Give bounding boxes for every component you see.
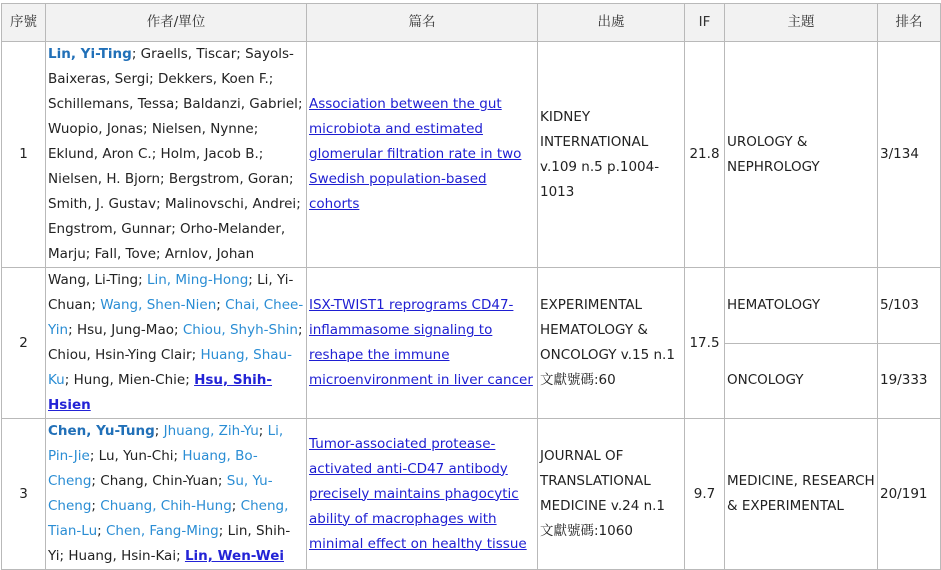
author[interactable]: Hsu, Shih-Hsien	[48, 372, 273, 413]
article-title-link[interactable]: Association between the gut microbiota and estimated glomerular filtration rate in two Swedish population-based cohorts	[309, 96, 522, 212]
author[interactable]: Li, Pin-Jie	[48, 423, 284, 464]
header-authors: 作者/單位	[46, 4, 307, 42]
table-header-row	[2, 4, 941, 42]
journal-citation: KIDNEY INTERNATIONAL v.109 n.5 p.1004-1013	[540, 108, 660, 200]
author: Wang, Li-Ting	[48, 272, 139, 288]
author: Arnlov, Johan	[164, 246, 255, 262]
article-title-cell	[307, 42, 538, 268]
impact-factor: 21.8	[685, 42, 725, 268]
table-row	[2, 268, 941, 344]
author: Nielsen, H. Bjorn	[48, 171, 161, 187]
author: Bergstrom, Goran	[168, 171, 290, 187]
author: Hung, Mien-Chie	[73, 372, 186, 388]
article-title-cell	[307, 268, 538, 419]
category-rank: 20/191	[878, 419, 941, 570]
author: Nielsen, Nynne	[151, 121, 254, 137]
header-no: 序號	[2, 4, 46, 42]
author: Lin, Shih-Yi	[48, 523, 291, 564]
source-cell	[538, 419, 685, 570]
author: Huang, Hsin-Kai	[68, 548, 177, 564]
author-list: Chen, Yu-Tung; Jhuang, Zih-Yu; Li, Pin-Jie; Lu, Yun-Chi; Huang, Bo-Cheng; Chang, Chin-Yuan; Su, Yu-Cheng; Chuang, Chih-Hung; Cheng, Tian-Lu; Chen, Fang-Ming; Lin, Shih-Yi; Huang, Hsin-Kai; Lin, Wen-Wei	[46, 419, 307, 570]
author: Chang, Chin-Yuan	[100, 473, 218, 489]
author[interactable]: Lin, Yi-Ting	[48, 46, 132, 62]
author[interactable]: Chen, Yu-Tung	[48, 423, 155, 439]
author-list: Wang, Li-Ting; Lin, Ming-Hong; Li, Yi-Chuan; Wang, Shen-Nien; Chai, Chee-Yin; Hsu, Jung-Mao; Chiou, Shyh-Shin; Chiou, Hsin-Ying Clair; Huang, Shau-Ku; Hung, Mien-Chie; Hsu, Shih-Hsien	[46, 268, 307, 419]
author[interactable]: Lin, Ming-Hong	[146, 272, 249, 288]
header-if: IF	[685, 4, 725, 42]
author: Holm, Jacob B.	[160, 146, 259, 162]
author: Schillemans, Tessa	[48, 96, 175, 112]
header-subject: 主題	[725, 4, 878, 42]
author[interactable]: Chai, Chee-Yin	[48, 297, 304, 338]
author: Dekkers, Koen F.	[157, 71, 269, 87]
journal-citation: JOURNAL OF TRANSLATIONAL MEDICINE v.24 n.1	[540, 448, 666, 514]
subject-category: ONCOLOGY	[725, 343, 878, 419]
author[interactable]: Chiou, Shyh-Shin	[182, 322, 298, 338]
article-number: 文獻號碼:1060	[540, 523, 633, 539]
publication-table	[1, 3, 941, 570]
article-title-cell	[307, 419, 538, 570]
row-number: 3	[2, 419, 46, 570]
subject-category: UROLOGY & NEPHROLOGY	[725, 42, 878, 268]
author: Malinovschi, Andrei	[164, 196, 297, 212]
author[interactable]: Cheng, Tian-Lu	[48, 498, 289, 539]
row-number: 1	[2, 42, 46, 268]
author[interactable]: Chen, Fang-Ming	[105, 523, 219, 539]
author[interactable]: Chuang, Chih-Hung	[100, 498, 232, 514]
author: Li, Yi-Chuan	[48, 272, 294, 313]
author: Smith, J. Gustav	[48, 196, 157, 212]
table-row	[2, 419, 941, 570]
header-title: 篇名	[307, 4, 538, 42]
author[interactable]: Su, Yu-Cheng	[48, 473, 273, 514]
row-number: 2	[2, 268, 46, 419]
impact-factor: 17.5	[685, 268, 725, 419]
source-cell	[538, 42, 685, 268]
article-title-link[interactable]: Tumor-associated protease-activated anti-CD47 antibody precisely maintains phagocytic ability of macrophages with minimal effect on healthy tissue	[309, 435, 527, 552]
author: Chiou, Hsin-Ying Clair	[48, 347, 192, 363]
author: Engstrom, Gunnar	[48, 221, 172, 237]
author: Hsu, Jung-Mao	[76, 322, 174, 338]
author[interactable]: Huang, Shau-Ku	[48, 347, 292, 388]
table-row	[2, 42, 941, 268]
header-rank: 排名	[878, 4, 941, 42]
category-rank: 19/333	[878, 343, 941, 419]
author: Sayols-Baixeras, Sergi	[48, 46, 294, 87]
author[interactable]: Huang, Bo-Cheng	[48, 448, 258, 489]
header-source: 出處	[538, 4, 685, 42]
author: Orho-Melander, Marju	[48, 221, 286, 262]
category-rank: 3/134	[878, 42, 941, 268]
impact-factor: 9.7	[685, 419, 725, 570]
author[interactable]: Wang, Shen-Nien	[100, 297, 217, 313]
author: Lu, Yun-Chi	[98, 448, 174, 464]
author: Wuopio, Jonas	[48, 121, 143, 137]
subject-category: HEMATOLOGY	[725, 268, 878, 344]
author: Baldanzi, Gabriel	[183, 96, 298, 112]
author: Graells, Tiscar	[140, 46, 237, 62]
source-cell	[538, 268, 685, 419]
author[interactable]: Lin, Wen-Wei	[184, 548, 284, 564]
author-list: Lin, Yi-Ting; Graells, Tiscar; Sayols-Baixeras, Sergi; Dekkers, Koen F.; Schillemans, Tessa; Baldanzi, Gabriel; Wuopio, Jonas; Nielsen, Nynne; Eklund, Aron C.; Holm, Jacob B.; Nielsen, H. Bjorn; Bergstrom, Goran; Smith, J. Gustav; Malinovschi, Andrei; Engstrom, Gunnar; Orho-Melander, Marju; Fall, Tove; Arnlov, Johan	[46, 42, 307, 268]
article-title-link[interactable]: ISX-TWIST1 reprograms CD47-inflammasome signaling to reshape the immune microenvironment in liver cancer	[309, 297, 533, 388]
category-rank: 5/103	[878, 268, 941, 344]
author: Fall, Tove	[94, 246, 157, 262]
article-number: 文獻號碼:60	[540, 372, 616, 388]
subject-category: MEDICINE, RESEARCH & EXPERIMENTAL	[725, 419, 878, 570]
journal-citation: EXPERIMENTAL HEMATOLOGY & ONCOLOGY v.15 n.1	[540, 297, 675, 363]
author: Eklund, Aron C.	[48, 146, 152, 162]
author[interactable]: Jhuang, Zih-Yu	[163, 423, 259, 439]
